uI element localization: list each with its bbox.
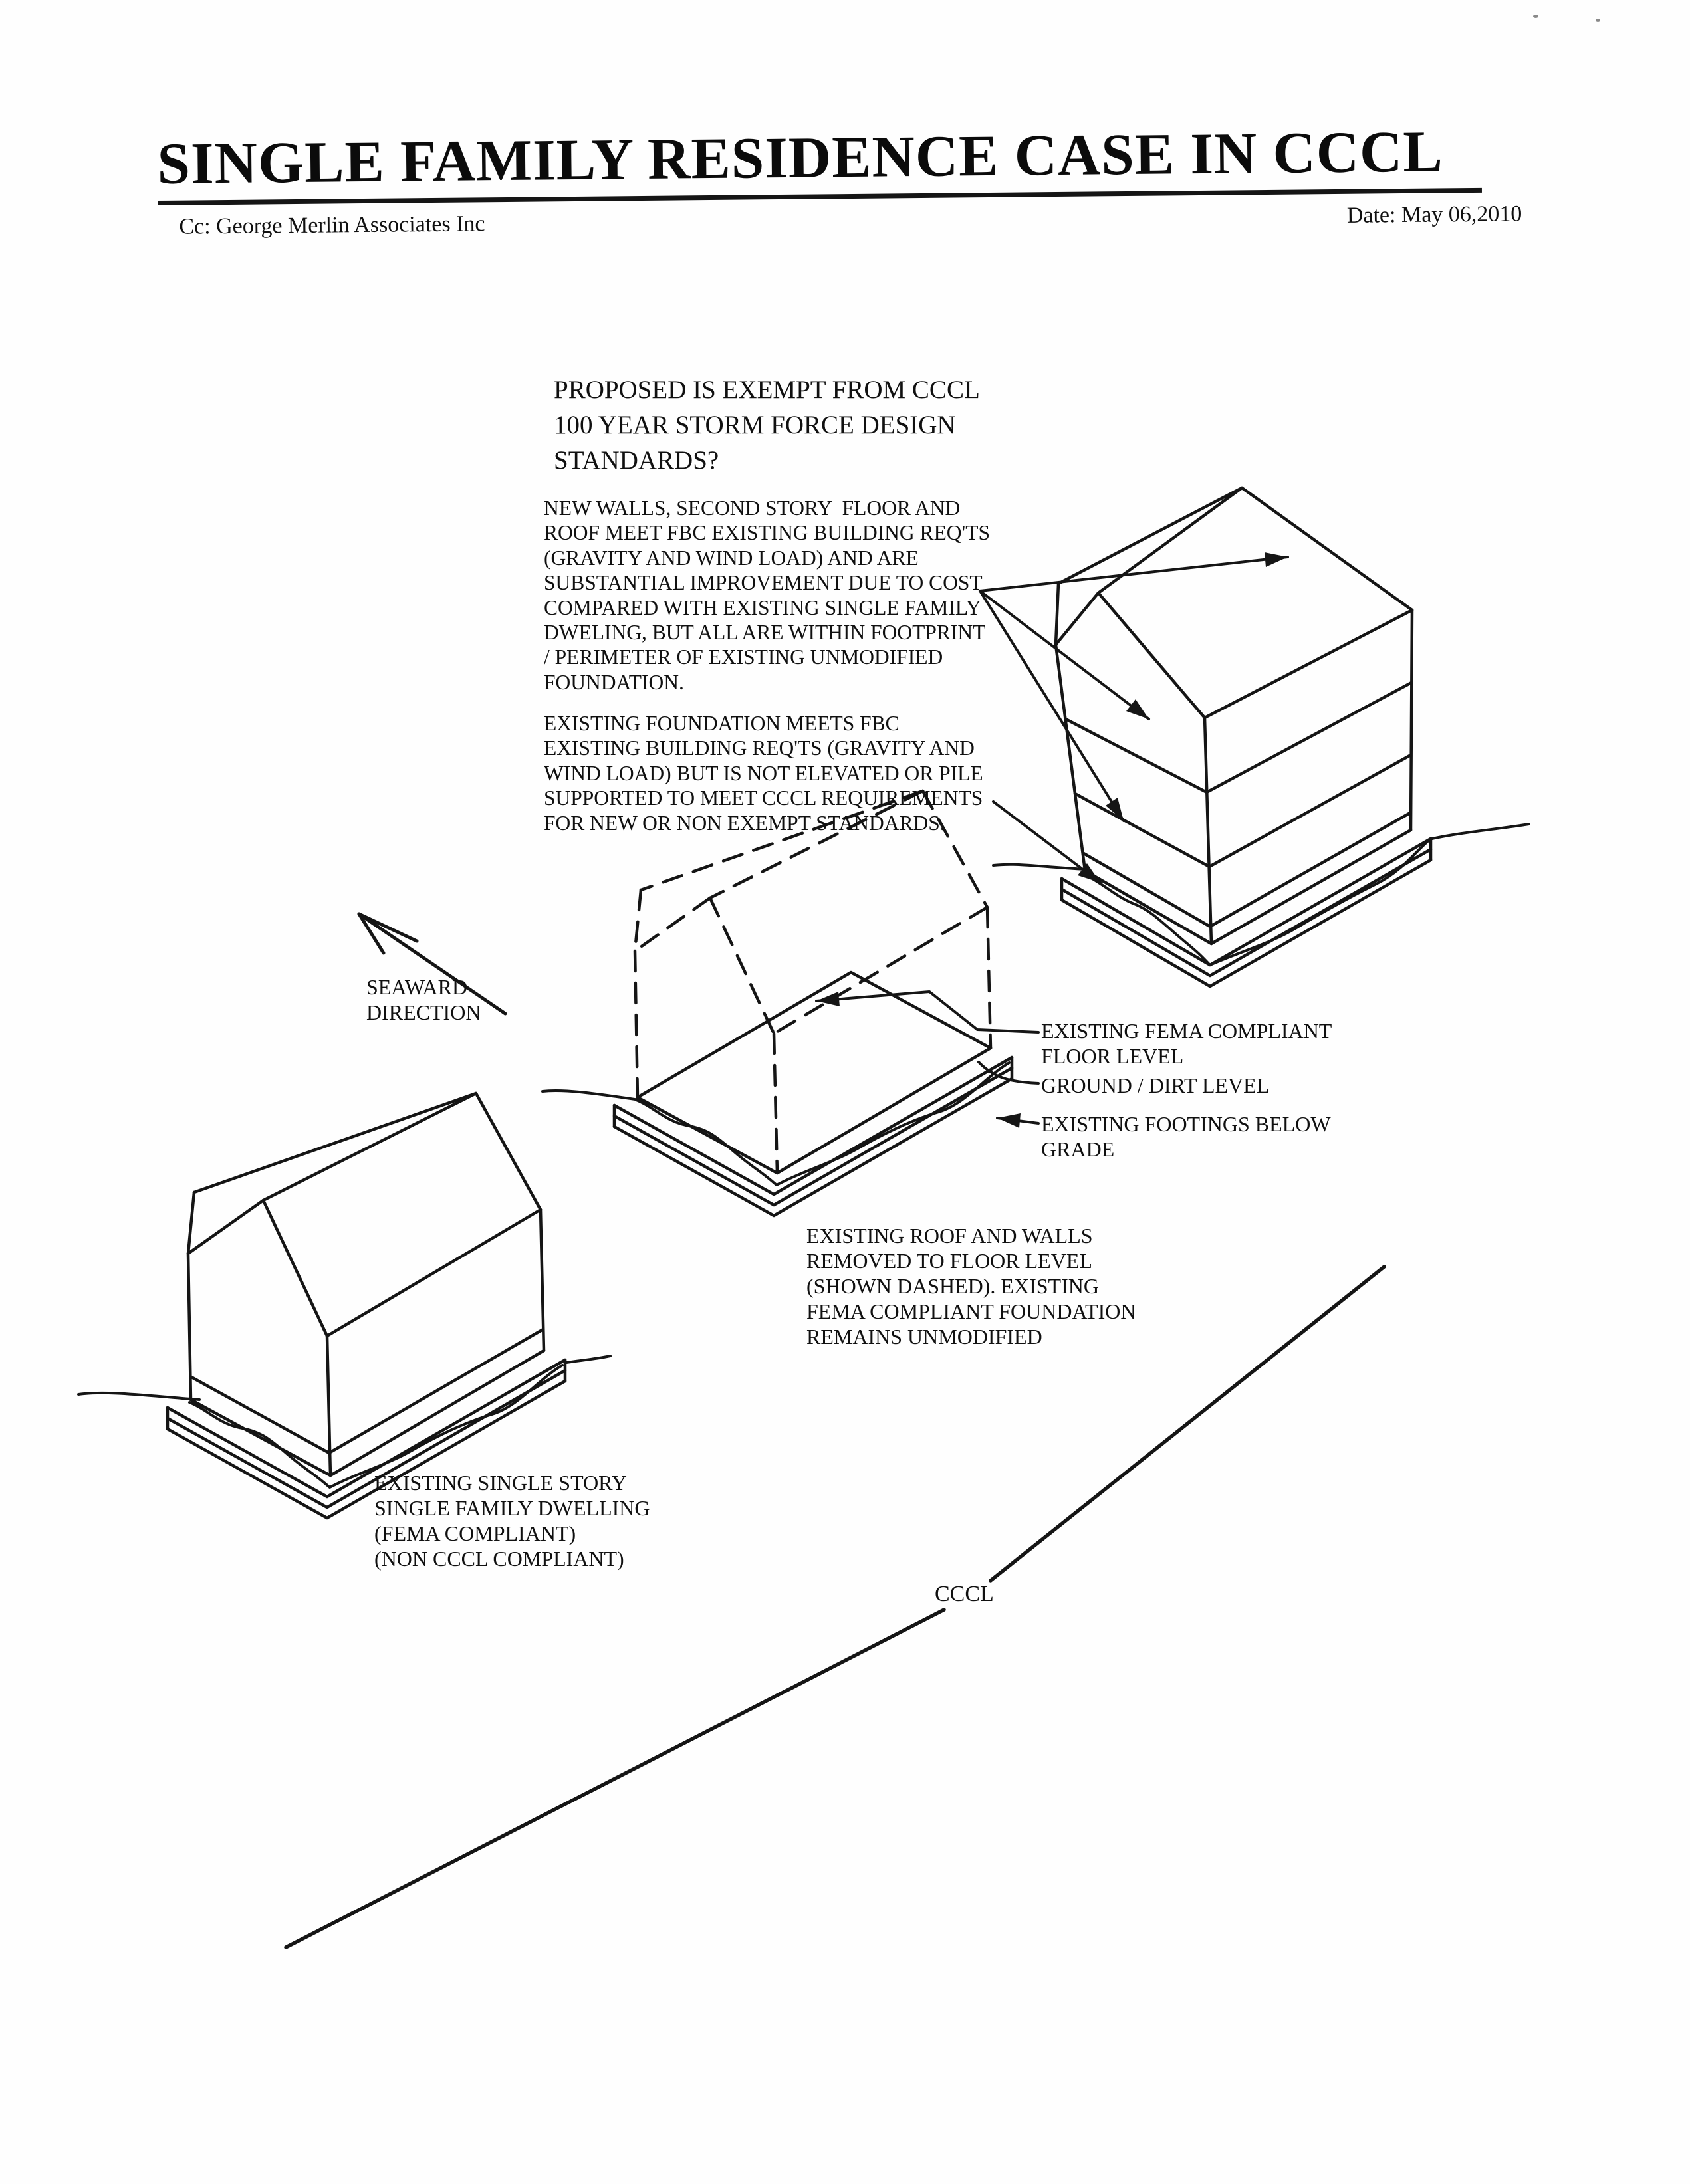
middle-building-drawing: [543, 791, 1012, 1216]
ground-line-left: [543, 1091, 640, 1100]
ground-line-right: [566, 1356, 610, 1363]
top-foundation-slab: [1062, 839, 1431, 986]
header: [157, 117, 1528, 240]
ground-line-right: [1432, 824, 1529, 839]
footings-label: EXISTING FOOTINGS BELOW GRADE: [1041, 1112, 1331, 1161]
note-lower: EXISTING FOUNDATION MEETS FBC EXISTING BUILDING REQ'TS (GRAVITY AND WIND LOAD) BUT IS NOT ELEVATED OR PILE SUPPORTED TO MEET CCCL REQUIREMENTS FOR NEW OR NON EXEMPT STANDARDS.: [544, 712, 983, 835]
left-building-caption: EXISTING SINGLE STORY SINGLE FAMILY DWELLING (FEMA COMPLIANT) (NON CCCL COMPLIANT): [374, 1471, 650, 1571]
cccl-label: CCCL: [935, 1582, 994, 1606]
ground-level-label: GROUND / DIRT LEVEL: [1041, 1073, 1270, 1097]
middle-building-caption: EXISTING ROOF AND WALLS REMOVED TO FLOOR LEVEL (SHOWN DASHED). EXISTING FEMA COMPLIANT FOUNDATION REMAINS UNMODIFIED: [806, 1224, 1136, 1349]
top-building-drawing: [993, 488, 1529, 986]
cccl-line: [286, 1267, 1384, 1947]
date-text: Date: May 06,2010: [1346, 201, 1522, 228]
floor-level-label: EXISTING FEMA COMPLIANT FLOOR LEVEL: [1041, 1019, 1332, 1068]
ground-line-left: [78, 1393, 199, 1400]
ground-squiggle: [1085, 840, 1429, 965]
ground-line-left: [993, 865, 1086, 869]
note-upper: NEW WALLS, SECOND STORY FLOOR AND ROOF MEET FBC EXISTING BUILDING REQ'TS (GRAVITY AND WIND LOAD) AND ARE SUBSTANTIAL IMPROVEMENT DUE TO COST COMPARED WITH EXISTING SINGLE FAMILY DWELING, BUT ALL ARE WITHIN FOOTPRINT / PERIMETER OF EXISTING UNMODIFIED FOUNDATION.: [544, 496, 990, 694]
dashed-removed-house: [635, 791, 991, 1173]
question-text: PROPOSED IS EXEMPT FROM CCCL 100 YEAR STORM FORCE DESIGN STANDARDS?: [554, 376, 980, 475]
seaward-label: SEAWARD DIRECTION: [366, 975, 481, 1024]
left-building-drawing: [78, 1093, 610, 1518]
cc-text: Cc: George Merlin Associates Inc: [179, 211, 485, 239]
page-title: SINGLE FAMILY RESIDENCE CASE IN CCCL: [157, 119, 1444, 197]
